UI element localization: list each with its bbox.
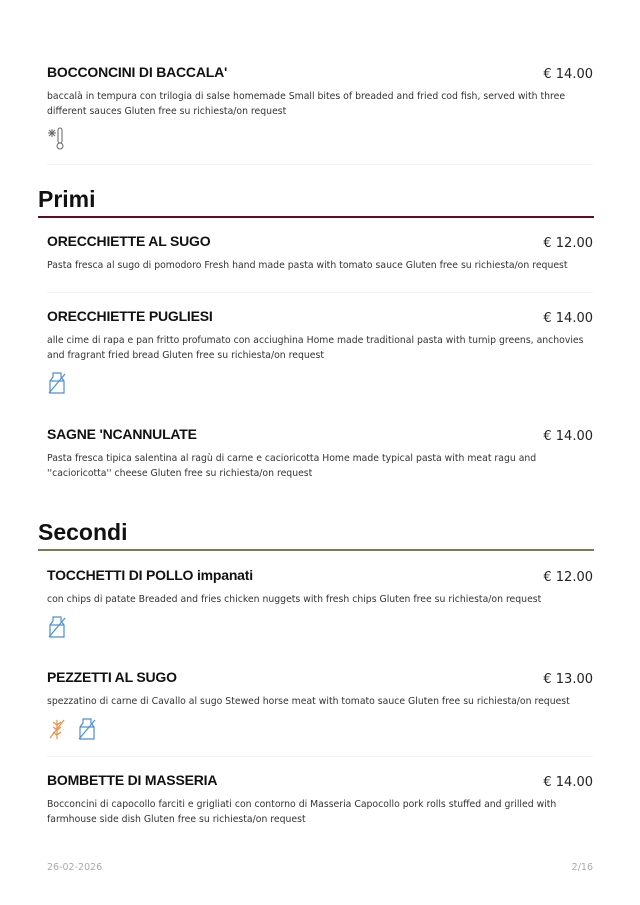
lactose-free-icon	[47, 615, 67, 639]
gluten-free-icon	[47, 717, 67, 741]
menu-item	[47, 426, 593, 481]
item-description: spezzatino di carne di Cavallo al sugo Stewed horse meat with tomato sauce Gluten free su richiesta/on request	[47, 696, 570, 707]
menu-item	[47, 64, 593, 151]
section-secondi	[38, 519, 594, 551]
menu-item	[47, 567, 593, 639]
item-price: € 14.00	[543, 67, 593, 82]
menu-item	[47, 772, 593, 827]
item-price: € 12.00	[543, 236, 593, 251]
item-price: € 14.00	[543, 775, 593, 790]
section-title: Secondi	[38, 519, 128, 545]
divider	[47, 292, 593, 293]
item-title: BOCCONCINI DI BACCALA'	[47, 64, 228, 80]
section-primi	[38, 186, 594, 218]
lactose-free-icon	[47, 371, 67, 395]
item-price: € 14.00	[543, 311, 593, 326]
item-price: € 13.00	[543, 672, 593, 687]
menu-item	[47, 308, 593, 395]
menu-item	[47, 669, 593, 741]
item-description: con chips di patate Breaded and fries chicken nuggets with fresh chips Gluten free su richiesta/on request	[47, 594, 542, 605]
item-description: baccalà in tempura con trilogia di salse homemade Small bites of breaded and fried cod fish, served with three different sauces Gluten free su richiesta/on request	[47, 91, 566, 117]
item-title: SAGNE 'NCANNULATE	[47, 426, 197, 442]
divider	[47, 756, 593, 757]
item-price: € 12.00	[543, 570, 593, 585]
item-description: Pasta fresca tipica salentina al ragù di carne e cacioricotta Home made typical pasta with meat ragu and ''cacioricotta'' cheese Gluten free su richiesta/on request	[47, 453, 537, 479]
section-rule	[38, 549, 594, 551]
item-price: € 14.00	[543, 429, 593, 444]
frozen-icon	[47, 127, 67, 151]
section-title: Primi	[38, 186, 96, 212]
footer-date: 26-02-2026	[47, 862, 103, 873]
page-number: 2/16	[571, 862, 593, 873]
section-rule	[38, 216, 594, 218]
item-description: Pasta fresca al sugo di pomodoro Fresh hand made pasta with tomato sauce Gluten free su richiesta/on request	[47, 260, 568, 271]
item-title: BOMBETTE DI MASSERIA	[47, 772, 218, 788]
item-title: PEZZETTI AL SUGO	[47, 669, 177, 685]
item-description: Bocconcini di capocollo farciti e grigliati con contorno di Masseria Capocollo pork rolls stuffed and grilled with farmhouse side dish Gluten free su richiesta/on request	[47, 799, 557, 825]
item-title: ORECCHIETTE AL SUGO	[47, 233, 211, 249]
lactose-free-icon	[77, 717, 97, 741]
divider	[47, 164, 593, 165]
menu-item	[47, 233, 593, 273]
item-title: TOCCHETTI DI POLLO impanati	[47, 567, 253, 583]
item-description: alle cime di rapa e pan fritto profumato con acciughina Home made traditional pasta with turnip greens, anchovies and fragrant fried bread Gluten free su richiesta/on request	[47, 335, 584, 361]
item-title: ORECCHIETTE PUGLIESI	[47, 308, 213, 324]
